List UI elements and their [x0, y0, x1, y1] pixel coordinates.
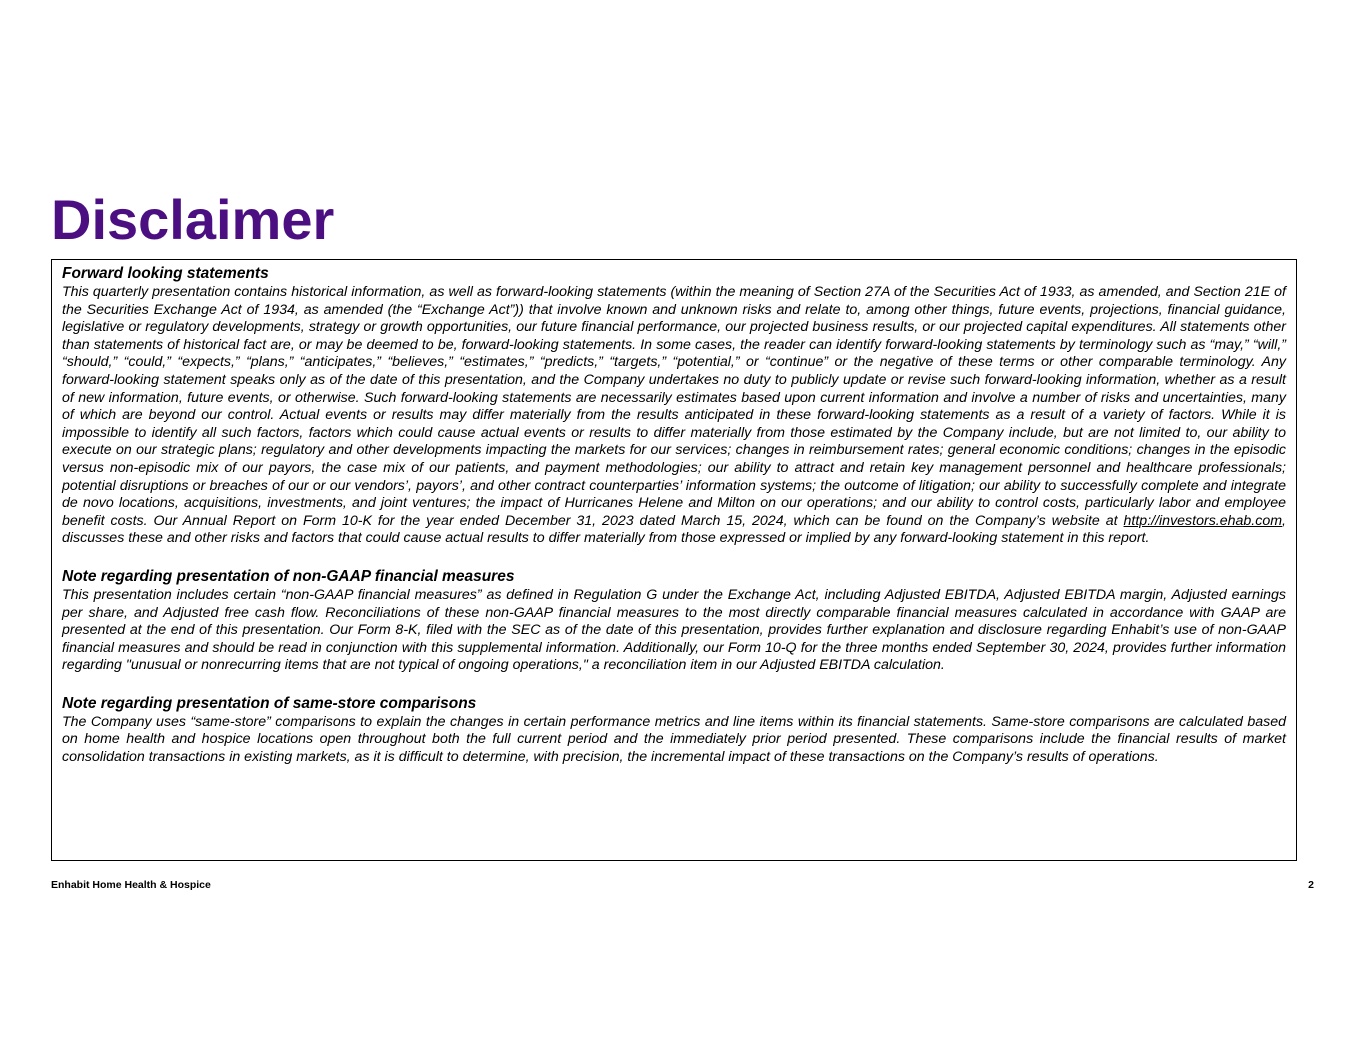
forward-looking-text-part-2: , discusses these and other risks and factors that could cause actual results to differ materially from those expressed or implied by any forward-looking statement in this report.: [62, 512, 1286, 547]
section-body-non-gaap: This presentation includes certain “non-GAAP financial measures” as defined in Regulation G under the Exchange Act, including Adjusted EBITDA, Adjusted EBITDA margin, Adjusted earnings per share, and Adjusted free cash flow. Reconciliations of these non-GAAP financial measures to the most directly comparable financial measures calculated in accordance with GAAP are presented at the end of this presentation. Our Form 8-K, filed with the SEC as of the date of this presentation, provides further explanation and disclosure regarding Enhabit’s use of non-GAAP financial measures and should be read in conjunction with this supplemental information. Additionally, our Form 10-Q for the three months ended September 30, 2024, provides further information regarding "unusual or nonrecurring items that are not typical of ongoing operations," a reconciliation item in our Adjusted EBITDA calculation.: [62, 586, 1286, 674]
section-heading-same-store: Note regarding presentation of same-store comparisons: [62, 694, 477, 712]
section-spacer: [62, 675, 1286, 694]
same-store-section: [62, 694, 1286, 767]
investor-website-link[interactable]: http://investors.ehab.com: [1123, 512, 1283, 529]
forward-looking-section: [62, 264, 1286, 548]
page-title: Disclaimer: [51, 188, 335, 251]
section-body-same-store: The Company uses “same-store” comparisons to explain the changes in certain performance metrics and line items within its financial statements. Same-store comparisons are calculated based on home health and hospice locations open throughout both the full current period and the immediately prior period presented. These comparisons include the financial results of market consolidation transactions in existing markets, as it is difficult to determine, with precision, the incremental impact of these transactions on the Company’s results of operations.: [62, 713, 1286, 766]
section-heading-forward-looking: Forward looking statements: [62, 265, 269, 282]
non-gaap-section: [62, 567, 1286, 675]
footer-company-name: Enhabit Home Health & Hospice: [51, 879, 211, 891]
section-spacer: [62, 548, 1286, 567]
section-body-forward-looking: [62, 284, 1286, 548]
section-heading-non-gaap: Note regarding presentation of non-GAAP financial measures: [62, 567, 515, 585]
forward-looking-text-part-1: This quarterly presentation contains historical information, as well as forward-looking statements (within the meaning of Section 27A of the Securities Act of 1933, as amended, and Section 21E of the Securities Exchange Act of 1934, as amended (the “Exchange Act”)) that involve known and unknown risks and relate to, among other things, future events, projections, financial guidance, legislative or regulatory developments, strategy or growth opportunities, our future financial performance, our projected business results, or our projected capital expenditures. All statements other than statements of historical fact are, or may be deemed to be, forward-looking statements. In some cases, the reader can identify forward-looking statements by terminology such as “may,” “will,” “should,” “could,” “expects,” “plans,” “anticipates,” “believes,” “estimates,” “predicts,” “targets,” “potential,” or “continue” or the negative of these terms or other comparable terminology. Any forward-looking statement speaks only as of the date of this presentation, and the Company undertakes no duty to publicly update or revise such forward-looking information, whether as a result of new information, future events, or otherwise. Such forward-looking statements are necessarily estimates based upon current information and involve a number of risks and uncertainties, many of which are beyond our control. Actual events or results may differ materially from the results anticipated in these forward-looking statements as a result of a variety of factors. While it is impossible to identify all such factors, factors which could cause actual events or results to differ materially from those estimated by the Company include, but are not limited to, our ability to execute on our strategic plans; regulatory and other developments impacting the markets for our services; changes in reimbursement rates; general economic conditions; changes in the episodic versus non-episodic mix of our payors, the case mix of our patients, and payment methodologies; our ability to attract and retain key management personnel and healthcare professionals; potential disruptions or breaches of our or our vendors’, payors’, and other contract counterparties’ information systems; the outcome of litigation; our ability to successfully complete and integrate de novo locations, acquisitions, investments, and joint ventures; the impact of Hurricanes Helene and Milton on our operations; and our ability to control costs, particularly labor and employee benefit costs. Our Annual Report on Form 10-K for the year ended December 31, 2023 dated March 15, 2024, which can be found on the Company’s website at: [62, 284, 1286, 529]
disclaimer-box: [51, 259, 1297, 861]
footer-page-number: 2: [1308, 879, 1314, 891]
